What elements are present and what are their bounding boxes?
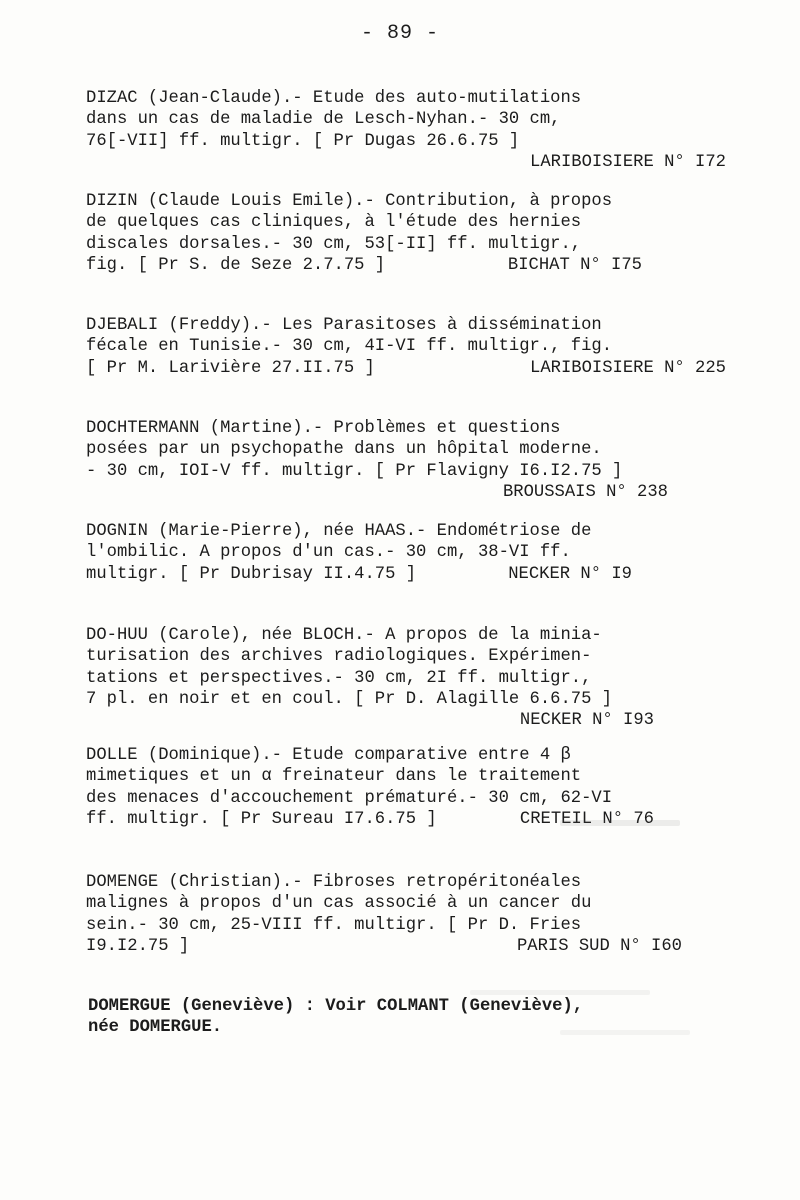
entry-line: DIZAC (Jean-Claude).- Etude des auto-mutilations <box>86 89 582 108</box>
entry-line: 76[-VII] ff. multigr. [ Pr Dugas 26.6.75 ] <box>86 131 520 151</box>
scan-smudge <box>560 820 680 826</box>
entry-line: tations et perspectives.- 30 cm, 2I ff. multigr., <box>86 668 592 688</box>
entry-line: l'ombilic. A propos d'un cas.- 30 cm, 38-VI ff. <box>86 543 571 563</box>
entry-line: 7 pl. en noir et en coul. [ Pr D. Alagille 6.6.75 ] <box>86 689 613 709</box>
bibliography-entry <box>86 521 726 585</box>
entry-line-text: I9.I2.75 ] <box>86 936 190 956</box>
entry-line: DO-HUU (Carole), née BLOCH.- A propos de la minia- <box>86 626 602 645</box>
location-line <box>86 710 726 731</box>
hospital-location: LARIBOISIERE N° 225 <box>530 358 726 378</box>
entry-line: mimetiques et un α freinateur dans le traitement <box>86 767 582 787</box>
bibliography-entry <box>86 745 726 830</box>
entry-line: DOLLE (Dominique).- Etude comparative entre 4 β <box>86 746 571 765</box>
entry-line: posées par un psychopathe dans un hôpital moderne. <box>86 440 602 460</box>
entry-line: - 30 cm, IOI-V ff. multigr. [ Pr Flavigny I6.I2.75 ] <box>86 461 623 481</box>
cross-reference-line: DOMERGUE (Geneviève) : Voir COLMANT (Geneviève), <box>88 997 584 1016</box>
hospital-location: NECKER N° I9 <box>508 564 632 584</box>
entry-line-text: fig. [ Pr S. de Seze 2.7.75 ] <box>86 255 386 275</box>
location-line <box>86 482 726 503</box>
entry-line: de quelques cas cliniques, à l'étude des hernies <box>86 213 582 233</box>
entry-line: fécale en Tunisie.- 30 cm, 4I-VI ff. multigr., fig. <box>86 337 613 357</box>
entry-line-text: ff. multigr. [ Pr Sureau I7.6.75 ] <box>86 809 437 829</box>
entry-line: DOCHTERMANN (Martine).- Problèmes et questions <box>86 419 561 438</box>
entry-line: des menaces d'accouchement prématuré.- 30 cm, 62-VI <box>86 788 613 808</box>
entry-line-text: multigr. [ Pr Dubrisay II.4.75 ] <box>86 564 417 584</box>
cross-reference-line: née DOMERGUE. <box>88 1018 223 1038</box>
entry-line <box>86 358 726 379</box>
entry-line: DJEBALI (Freddy).- Les Parasitoses à dissémination <box>86 316 602 335</box>
entry-line: dans un cas de maladie de Lesch-Nyhan.- 30 cm, <box>86 110 561 130</box>
entry-line: DOMENGE (Christian).- Fibroses retropéritonéales <box>86 873 582 892</box>
entry-line-text: [ Pr M. Larivière 27.II.75 ] <box>86 358 375 378</box>
bibliography-entry <box>86 191 726 276</box>
entry-line <box>86 564 726 585</box>
hospital-location: NECKER N° I93 <box>519 711 654 731</box>
location-line <box>86 152 726 173</box>
entry-line: DIZIN (Claude Louis Emile).- Contribution, à propos <box>86 192 613 211</box>
hospital-location: LARIBOISIERE N° I72 <box>530 152 726 172</box>
hospital-location: PARIS SUD N° I60 <box>516 936 682 956</box>
entry-line: malignes à propos d'un cas associé à un cancer du <box>86 894 592 914</box>
entry-line <box>86 936 726 957</box>
hospital-location: BROUSSAIS N° 238 <box>502 482 668 502</box>
entry-line: sein.- 30 cm, 25-VIII ff. multigr. [ Pr D. Fries <box>86 915 582 935</box>
bibliography-entry <box>86 88 726 173</box>
entry-line <box>86 255 726 276</box>
bibliography-entry <box>86 872 726 957</box>
entry-line: discales dorsales.- 30 cm, 53[-II] ff. multigr., <box>86 234 582 254</box>
entry-line: DOGNIN (Marie-Pierre), née HAAS.- Endométriose de <box>86 522 592 541</box>
bibliography-entry <box>86 625 726 731</box>
bibliography-entry <box>86 315 726 379</box>
page-number: - 89 - <box>360 22 439 45</box>
bibliography-entry <box>86 418 726 503</box>
scan-smudge <box>560 1030 690 1035</box>
scan-smudge <box>470 990 650 995</box>
hospital-location: CRETEIL N° 76 <box>519 809 654 829</box>
entry-line: turisation des archives radiologiques. Expérimen- <box>86 647 592 667</box>
hospital-location: BICHAT N° I75 <box>507 255 642 275</box>
